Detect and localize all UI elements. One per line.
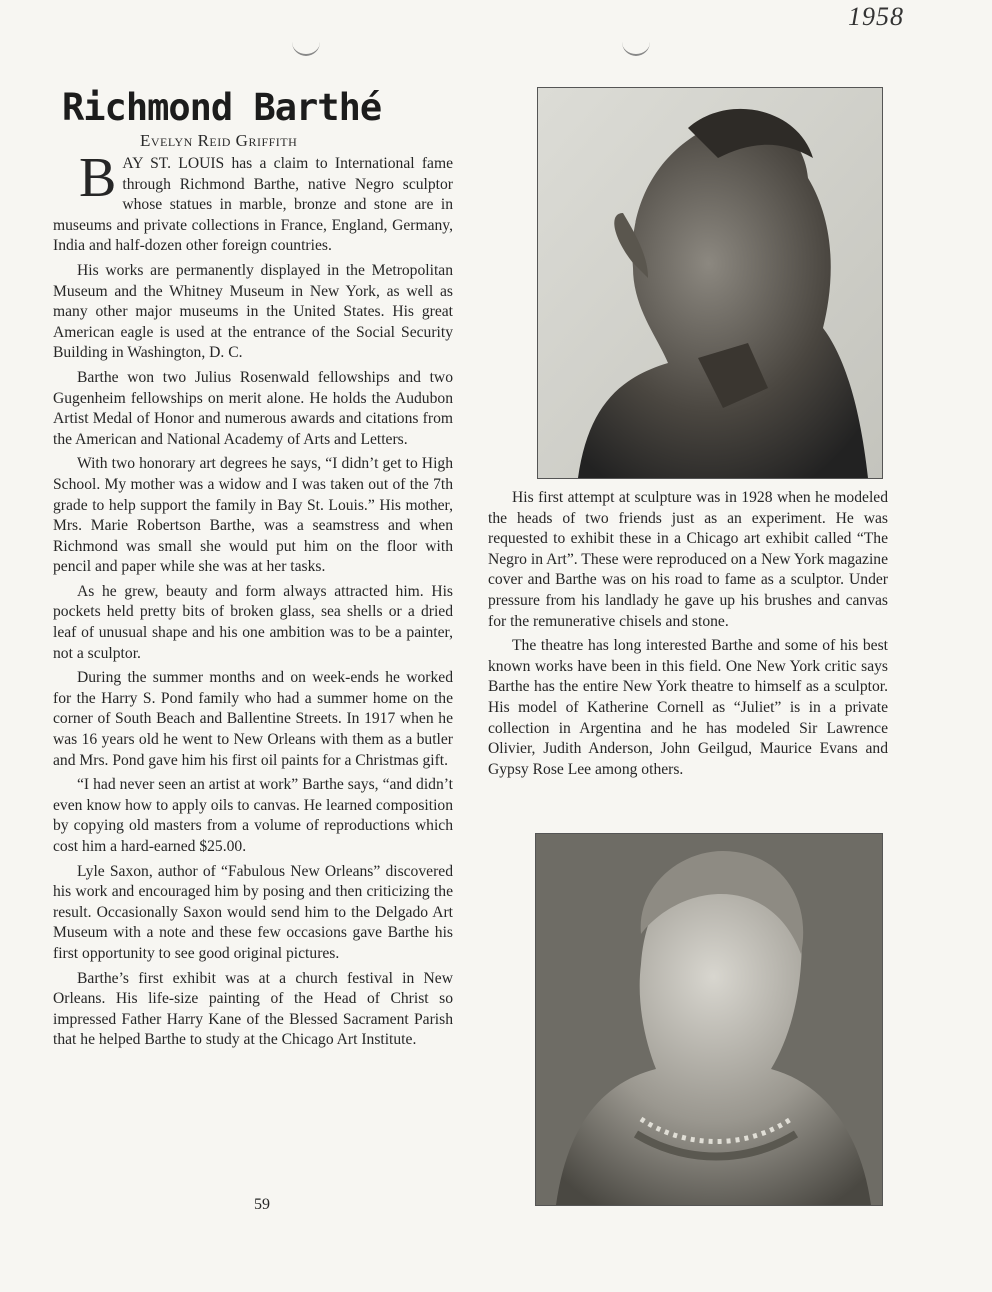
handwritten-year-note: 1958 xyxy=(848,2,904,31)
paragraph: Lyle Saxon, author of “Fabulous New Orleans” discovered his work and encouraged him by posing and then criticizing the result. Occasionally Saxon would send him to the Delgado Art Museum with a note and these few occasions gave Barthe his first opportunity to see good original pictures. xyxy=(53,862,453,962)
paragraph: During the summer months and on week-ends he worked for the Harry S. Pond family who had a summer home on the corner of South Beach and Ballentine Streets. In 1917 when he was 16 years old he went to New Orleans with them as a butler and Mrs. Pond gave him his first oil paints for a Christmas gift. xyxy=(53,669,453,769)
paragraph: With two honorary art degrees he says, “I didn’t get to High School. My mother was a widow and I was taken out of the 7th grade to help support the family in Bay St. Louis.” His mother, Mrs. Marie Robertson Barthe, was a seamstress and when Richmond was small she would put him on the floor with pencil and paper while she was at her tasks. xyxy=(53,455,453,576)
punch-hole-mark xyxy=(292,38,320,56)
article-title: Richmond Barthé xyxy=(62,86,382,129)
paragraph: As he grew, beauty and form always attracted him. His pockets held pretty bits of broken glass, sea shells or a dried leaf of unusual shape and his one ambition was to be a painter, not a sculptor. xyxy=(53,582,453,662)
paragraph: The theatre has long interested Barthe and some of his best known works have been in this field. One New York critic says Barthe has the entire New York theatre to himself as a sculptor. His model of Katherine Cornell as “Juliet” is in a private collection in Argentina and he has modeled Sir Lawrence Olivier, Judith Anderson, John Geilgud, Maurice Evans and Gypsy Rose Lee among others. xyxy=(488,637,888,778)
article-byline: Evelyn Reid Griffith xyxy=(140,131,298,150)
paragraph: His first attempt at sculpture was in 1928 when he modeled the heads of two friends just as an experiment. He was requested to exhibit these in a Chicago art exhibit called “The Negro in Art”. These were reproduced on a New York magazine cover and Barthe was on his road to fame as a sculptor. Under pressure from his landlady he gave up his brushes and canvas for the remunerative chisels and stone. xyxy=(488,489,888,630)
left-column-text xyxy=(53,147,453,1055)
punch-hole-mark xyxy=(622,38,650,56)
paragraph: Barthe won two Julius Rosenwald fellowships and two Gugenheim fellowships on merit alone. He holds the Audubon Artist Medal of Honor and numerous awards and citations from the American and National Academy of Arts and Letters. xyxy=(53,368,453,448)
drop-cap: B xyxy=(79,147,117,209)
paragraph: “I had never seen an artist at work” Barthe says, “and didn’t even know how to apply oils to canvas. He learned composition by copying old masters from a volume of reproductions which cost him a hard-earned $25.00. xyxy=(53,776,453,855)
paragraph: Barthe’s first exhibit was at a church festival in New Orleans. His life-size painting of the Head of Christ so impressed Father Harry Kane of the Blessed Sacrament Parish that he helped Barthe to study at the Chicago Art Institute. xyxy=(53,969,453,1049)
paragraph: BAY ST. LOUIS has a claim to International fame through Richmond Barthe, native Negro sculptor whose statues in marble, bronze and stone are in museums and private collections in France, England, Germany, India and half-dozen other foreign countries. xyxy=(53,147,453,255)
right-column-text xyxy=(488,488,888,784)
page-number: 59 xyxy=(254,1196,270,1213)
sculpture-bust-photo-female xyxy=(535,833,883,1206)
paragraph: His works are permanently displayed in the Metropolitan Museum and the Whitney Museum in New York, as well as many other major museums in the United States. His great American eagle is used at the entrance of the Social Security Building in Washington, D. C. xyxy=(53,261,453,362)
sculpture-bust-photo-male xyxy=(537,87,883,479)
